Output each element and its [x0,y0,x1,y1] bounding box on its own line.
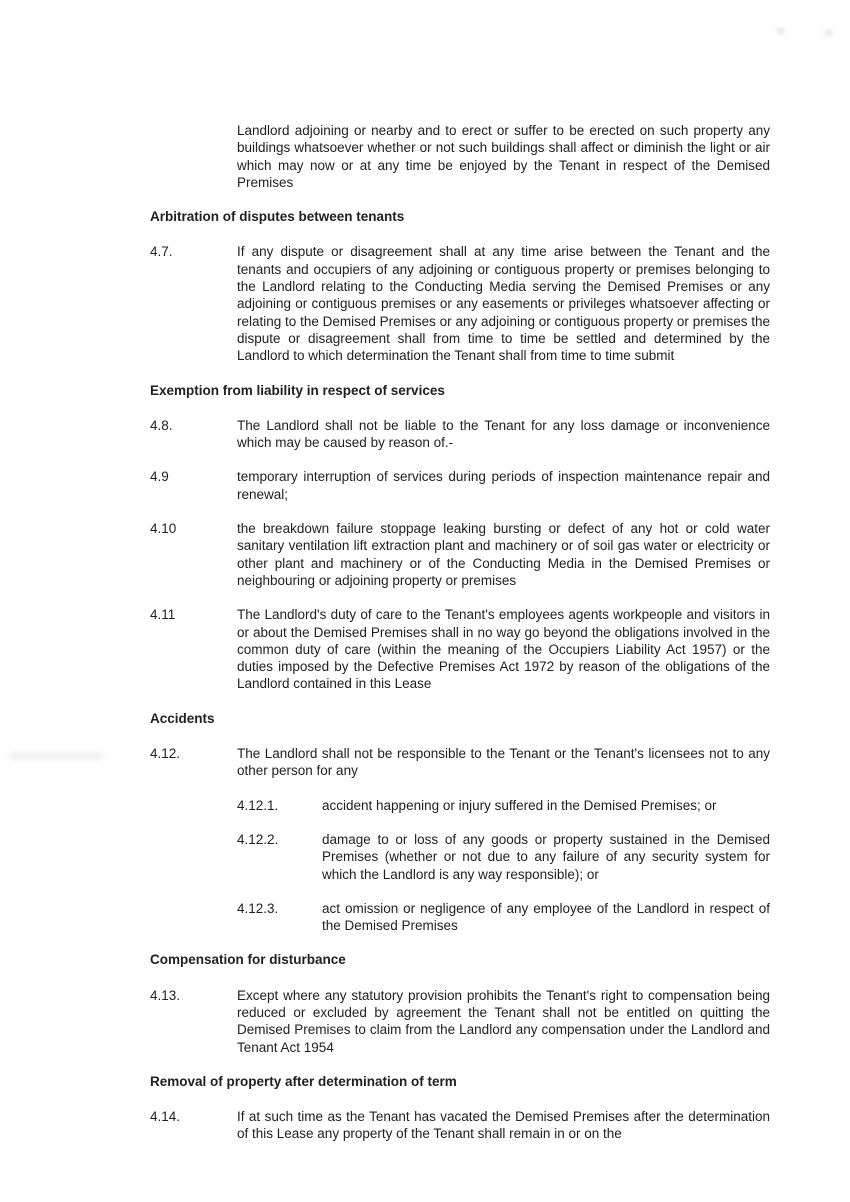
clause-text: The Landlord's duty of care to the Tenant's employees agents workpeople and visitors in or about the Demised Premises shall in no way go beyond the obligations involved in the common duty of care (within the meaning of the Occupiers Liability Act 1957) or the duties imposed by the Defective Premises Act 1972 by reason of the obligations of the Landlord contained in this Lease [237,607,770,692]
section-heading: Removal of property after determination of term [150,1073,457,1089]
clause [150,987,770,1056]
clause [150,745,770,780]
clause [150,468,770,503]
subclause-number: 4.12.2. [237,831,279,847]
subclause-number: 4.12.3. [237,900,279,916]
section-heading: Compensation for disturbance [150,952,346,968]
clause [150,520,770,589]
subclause-text: act omission or negligence of any employee of the Landlord in respect of the Demised Premises [322,900,770,934]
lease-clauses [150,122,770,1160]
clause [150,606,770,692]
scan-artifact [824,29,833,37]
scan-artifact [8,752,104,760]
clause-text: Landlord adjoining or nearby and to erect or suffer to be erected on such property any buildings whatsoever whether or not such buildings shall affect or diminish the light or air which may now or at any time be enjoyed by the Tenant in respect of the Demised Premises [237,123,770,190]
clause-number: 4.11 [150,607,176,623]
clause-number: 4.12. [150,746,181,762]
clause-number: 4.10 [150,521,177,537]
subclause-text: accident happening or injury suffered in the Demised Premises; or [322,797,717,813]
clause-number [150,122,237,191]
clause-text: temporary interruption of services during periods of inspection maintenance repair and renewal; [237,469,770,502]
clause-number: 4.9 [150,469,169,485]
clause-number: 4.14. [150,1109,181,1125]
clause-number: 4.8. [150,417,173,433]
clause-text: the breakdown failure stoppage leaking bursting or defect of any hot or cold water sanitary ventilation lift extraction plant and machinery or of soil gas water or electricity or other plant and machinery or of the Conducting Media in the Demised Premises or neighbouring or adjoining property or premises [237,521,770,588]
section-heading: Accidents [150,710,215,726]
section-heading: Exemption from liability in respect of services [150,382,445,398]
continuation-paragraph [150,122,770,191]
clause-text: If at such time as the Tenant has vacated the Demised Premises after the determination of this Lease any property of the Tenant shall remain in or on the [237,1109,770,1142]
clause-text: The Landlord shall not be responsible to the Tenant or the Tenant's licensees not to any other person for any [237,746,770,779]
subclause-text: damage to or loss of any goods or property sustained in the Demised Premises (whether or not due to any failure of any security system for which the Landlord is any way responsible); or [322,831,770,882]
scan-artifact [776,27,785,35]
subclause [237,900,770,935]
clause-number: 4.13. [150,987,181,1003]
clause [150,417,770,452]
clause [150,1108,770,1143]
clause [150,243,770,364]
subclause [237,831,770,883]
subclause [237,797,770,814]
clause-text: If any dispute or disagreement shall at any time arise between the Tenant and the tenants and occupiers of any adjoining or contiguous property or premises belonging to the Landlord relating to the Conducting Media serving the Demised Premises or any adjoining or contiguous premises or any easements or privileges whatsoever affecting or relating to the Demised Premises or any adjoining or contiguous property or premises the dispute or disagreement shall from time to time be settled and determined by the Landlord to which determination the Tenant shall from time to time submit [237,244,770,364]
clause-text: Except where any statutory provision prohibits the Tenant's right to compensation being reduced or excluded by agreement the Tenant shall not be entitled on quitting the Demised Premises to claim from the Landlord any compensation under the Landlord and Tenant Act 1954 [237,987,770,1055]
section-heading: Arbitration of disputes between tenants [150,209,405,225]
clause-number: 4.7. [150,244,173,260]
subclause-number: 4.12.1. [237,797,279,813]
clause-text: The Landlord shall not be liable to the Tenant for any loss damage or inconvenience which may be caused by reason of.- [237,417,770,451]
